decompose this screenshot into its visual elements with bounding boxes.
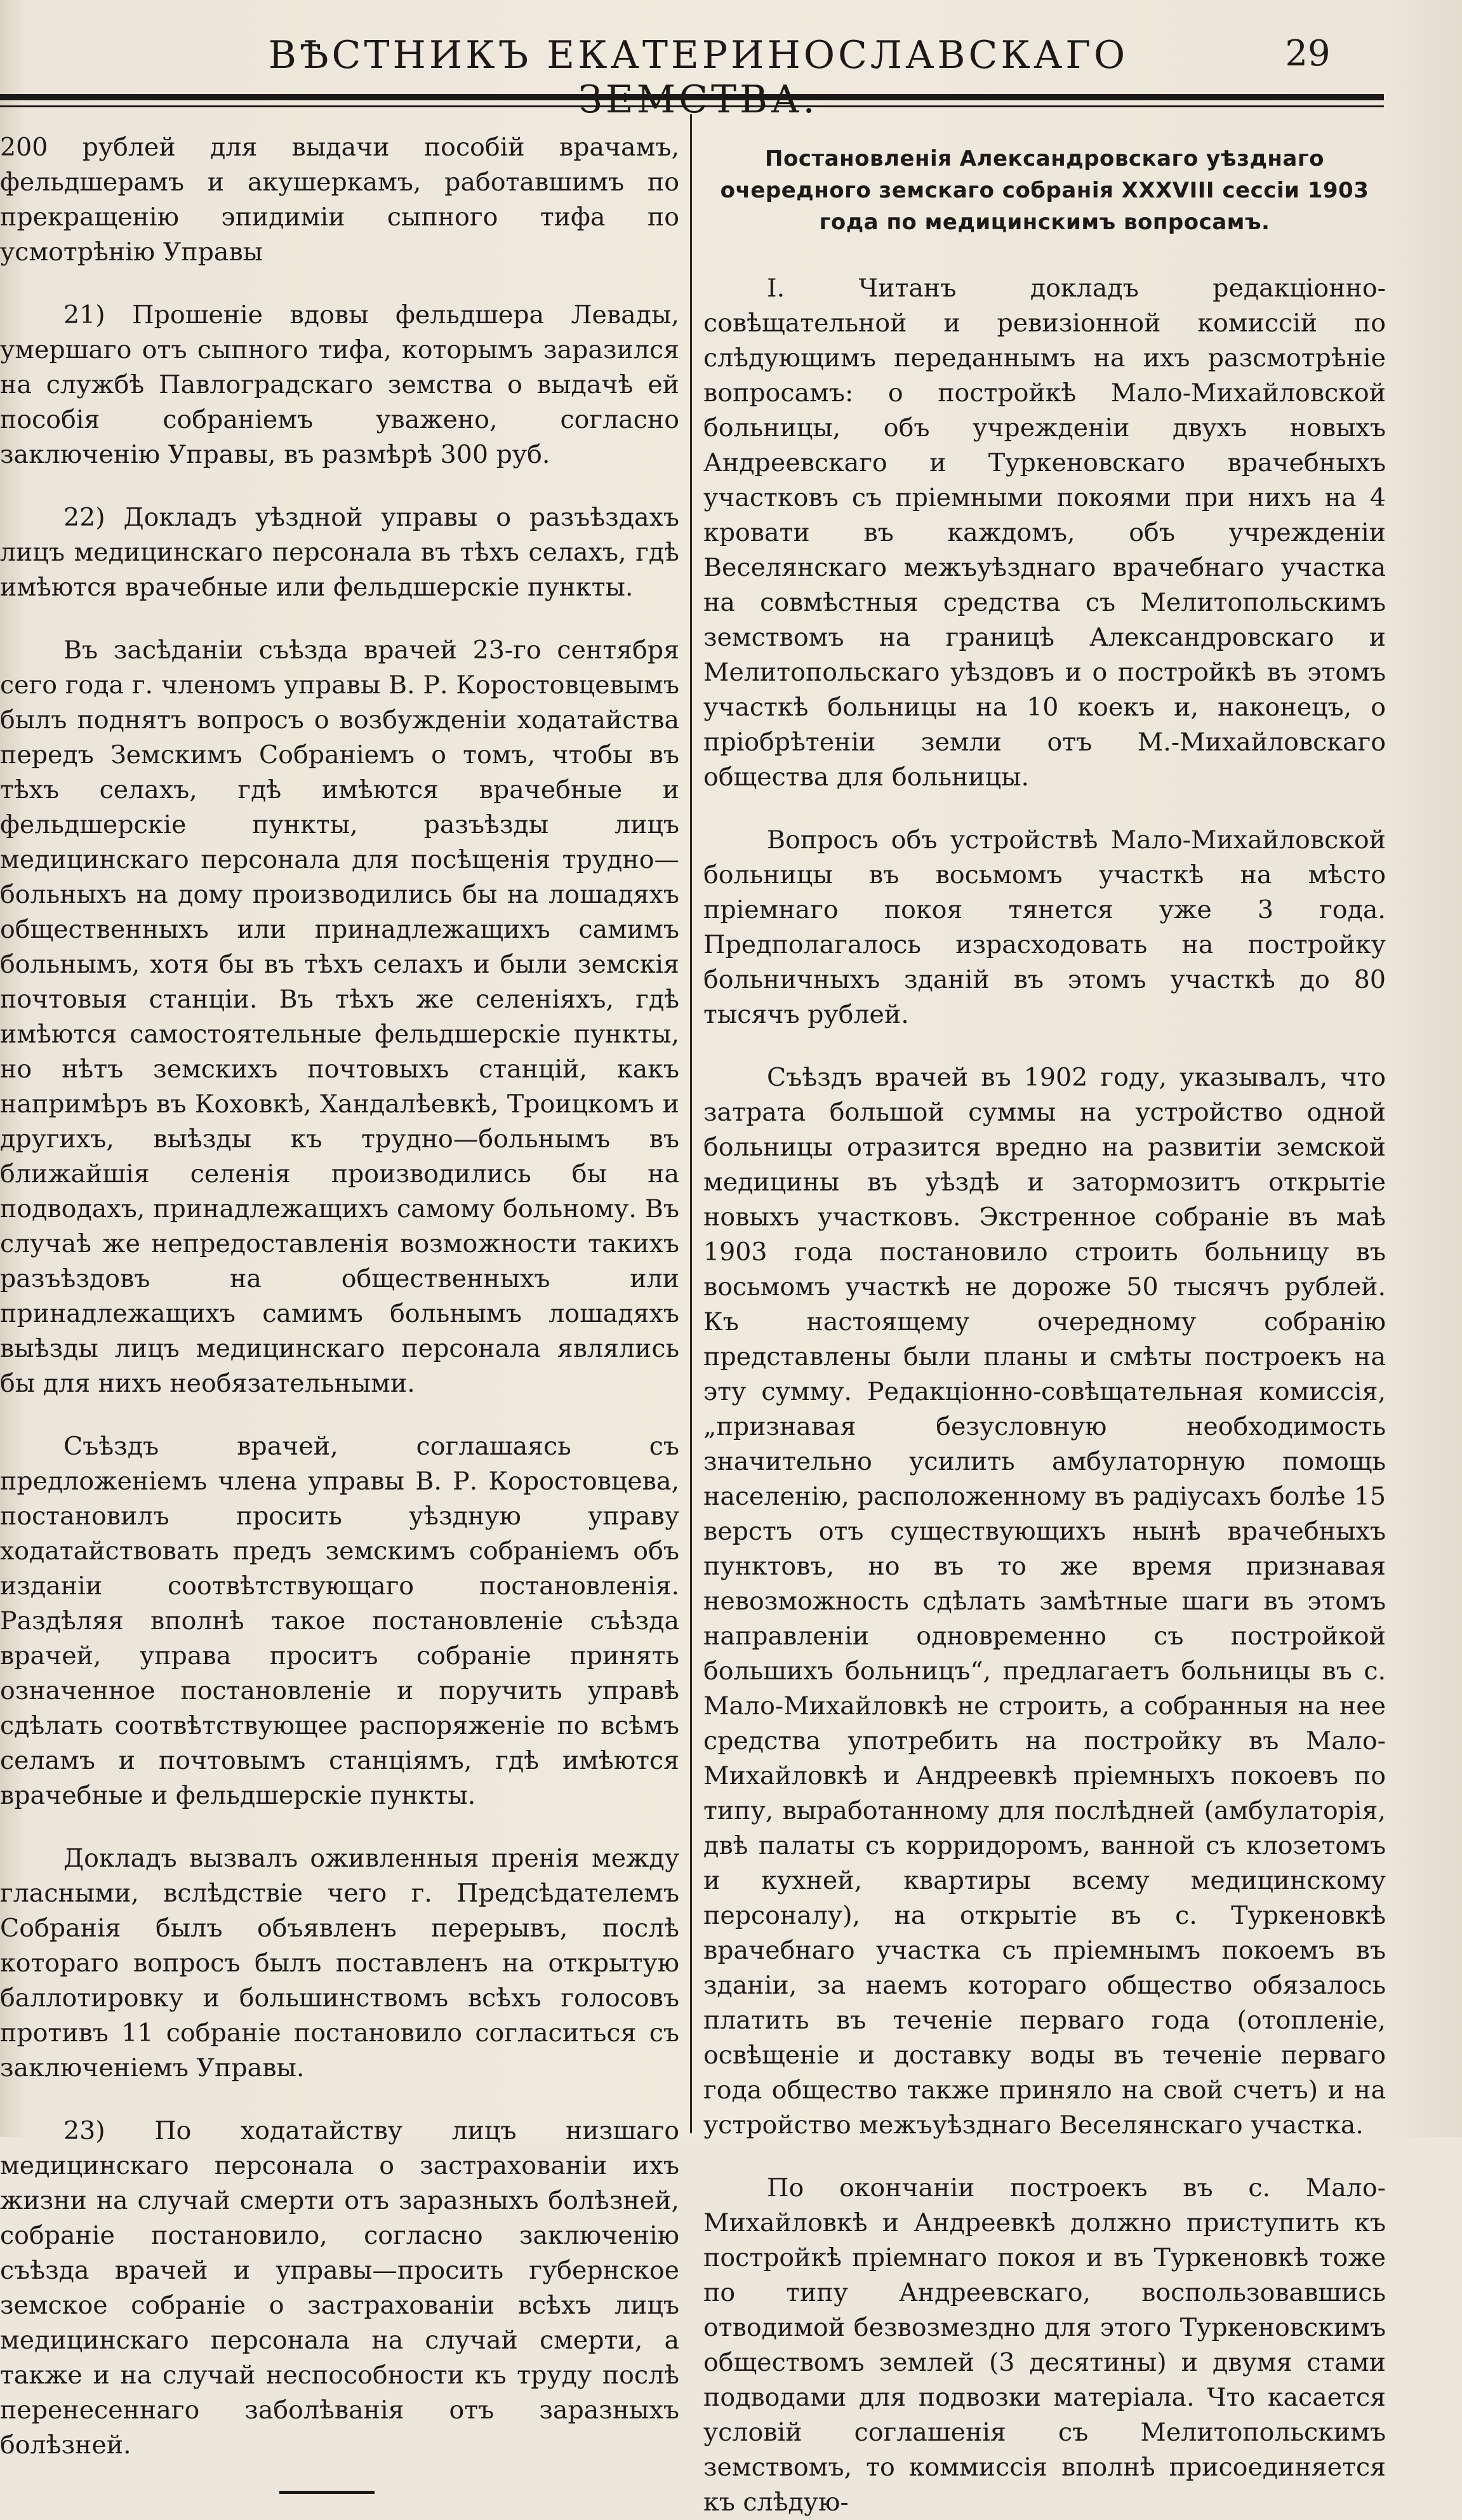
paragraph: I. Читанъ докладъ редакціонно-совѣщательной и ревизіонной комиссій по слѣдующимъ переданнымъ на ихъ разсмотрѣніе вопросамъ: о постройкѣ Мало-Михайловской больницы, объ учрежденіи двухъ новыхъ Андреевскаго и Туркеновскаго врачебныхъ участковъ съ пріемными покоями при нихъ на 4 кровати въ каждомъ, объ учрежденіи Веселянскаго межъуѣзднаго врачебнаго участка на совмѣстныя средства съ Мелитопольскимъ земствомъ на границѣ Александровскаго и Мелитопольскаго уѣздовъ и о постройкѣ въ этомъ участкѣ больницы на 10 коекъ и, наконецъ, о пріобрѣтеніи земли отъ М.-Михайловскаго общества для больницы. <box>703 274 1386 792</box>
right-column <box>703 130 1386 2517</box>
paragraph: Вопросъ объ устройствѣ Мало-Михайловской больницы въ восьмомъ участкѣ на мѣсто пріемнаго покоя тянется уже 3 года. Предполагалось израсходовать на постройку больничныхъ зданій въ этомъ участкѣ до 80 тысячъ рублей. <box>703 825 1386 1029</box>
paragraph: 22) Докладъ уѣздной управы о разъѣздахъ лицъ медицинскаго персонала въ тѣхъ селахъ, гдѣ имѣются врачебные или фельдшерскіе пункты. <box>0 503 679 602</box>
paragraph: 200 рублей для выдачи пособій врачамъ, фельдшерамъ и акушеркамъ, работавшимъ по прекращенію эпидиміи сыпного тифа по усмотрѣнію Управы <box>0 133 679 267</box>
paragraph: 23) По ходатайству лицъ низшаго медицинскаго персонала о застрахованіи ихъ жизни на случай смерти отъ заразныхъ болѣзней, собраніе постановило, согласно заключенію съѣзда врачей и управы—просить губернское земское собраніе о застрахованіи всѣхъ лицъ медицинскаго персонала на случай смерти, а также и на случай неспособности къ труду послѣ перенесеннаго заболѣванія отъ заразныхъ болѣзней. <box>0 2116 679 2460</box>
end-rule <box>279 2491 375 2494</box>
paragraph: 21) Прошеніе вдовы фельдшера Левады, умершаго отъ сыпного тифа, которымъ заразился на службѣ Павлоградскаго земства о выдачѣ ей пособія собраніемъ уважено, согласно заключенію Управы, въ размѣрѣ 300 руб. <box>0 300 679 469</box>
header-rule-thick <box>0 94 1384 100</box>
page-number: 29 <box>1285 33 1331 74</box>
paragraph: Съѣздъ врачей въ 1902 году, указывалъ, что затрата большой суммы на устройство одной больницы отразится вредно на развитіи земской медицины въ уѣздѣ и затормозитъ открытіе новыхъ участковъ. Экстренное собраніе въ маѣ 1903 года постановило строить больницу въ восьмомъ участкѣ не дороже 50 тысячъ рублей. Къ настоящему очередному собранію представлены были планы и смѣты построекъ на эту сумму. Редакціонно-совѣщательная комиссія, „признавая безусловную необходимость значительно усилить амбулаторную помощь населенію, расположенному въ радіусахъ болѣе 15 верстъ отъ существующихъ нынѣ врачебныхъ пунктовъ, но въ то же время признавая невозможность сдѣлать замѣтные шаги въ этомъ направленіи одновременно съ постройкой большихъ больницъ“, предлагаетъ больницы въ с. Мало-Михайловкѣ не строить, а собранныя на нее средства употребить на постройку въ Мало-Михайловкѣ и Андреевкѣ пріемныхъ покоевъ по типу, выработанному для послѣдней (амбулаторія, двѣ палаты съ корридоромъ, ванной съ клозетомъ и кухней, квартиры всему медицинскому персоналу), на открытіе въ с. Туркеновкѣ врачебнаго участка съ пріемнымъ покоемъ въ зданіи, за наемъ котораго общество обязалось платить въ теченіе перваго года (отопленіе, освѣщеніе и доставку воды въ теченіе перваго года общество также приняло на свой счетъ) и на устройство межъуѣзднаго Веселянскаго участка. <box>703 1063 1386 2140</box>
running-head: ВѢСТНИКЪ ЕКАТЕРИНОСЛАВСКАГО <box>268 33 1129 77</box>
paragraph: Съѣздъ врачей, соглашаясь съ предложеніемъ члена управы В. Р. Коростовцева, постановилъ просить уѣздную управу ходатайствовать предъ земскимъ собраніемъ объ изданіи соотвѣтствующаго постановленія. Раздѣляя вполнѣ такое постановленіе съѣзда врачей, управа проситъ собраніе принять означенное постановленіе и поручить управѣ сдѣлать соотвѣтствующее распоряженіе по всѣмъ селамъ и почтовымъ станціямъ, гдѣ имѣются врачебные и фельдшерскіе пункты. <box>0 1432 679 1810</box>
section-heading: Постановленія Александровскаго уѣзднаго очередного земскаго собранія XXXVIII сессіи 1903 года по медицинскимъ вопросамъ. <box>720 146 1369 235</box>
paragraph: По окончаніи построекъ въ с. Мало-Михайловкѣ и Андреевкѣ должно приступить къ постройкѣ пріемнаго покоя и въ Туркеновкѣ тоже по типу Андреевскаго, воспользовавшись отводимой безвозмездно для этого Туркеновскимъ обществомъ землей (3 десятины) и двумя стами подводами для подвозки матеріала. Что касается условій соглашенія съ Мелитопольскимъ земствомъ, то коммиссія вполнѣ присоединяется къ слѣдую- <box>703 2173 1386 2517</box>
column-divider <box>690 114 692 2133</box>
paragraph: Докладъ вызвалъ оживленныя пренія между гласными, вслѣдствіе чего г. Предсѣдателемъ Собранія былъ объявленъ перерывъ, послѣ котораго вопросъ былъ поставленъ на открытую баллотировку и большинствомъ всѣхъ голосовъ противъ 11 собраніе постановило согласиться съ заключеніемъ Управы. <box>0 1844 679 2083</box>
header-rule-thin <box>0 105 1384 107</box>
paragraph: Въ засѣданіи съѣзда врачей 23-го сентября сего года г. членомъ управы В. Р. Коростовцевымъ былъ поднятъ вопросъ о возбужденіи ходатайства передъ Земскимъ Собраніемъ о томъ, чтобы въ тѣхъ селахъ, гдѣ имѣются врачебные и фельдшерскіе пункты, разъѣзды лицъ медицинскаго персонала для посѣщенія трудно—больныхъ на дому производились бы на лошадяхъ общественныхъ или принадлежащихъ самимъ больнымъ, хотя бы въ тѣхъ селахъ и были земскія почтовыя станціи. Въ тѣхъ же селеніяхъ, гдѣ имѣются самостоятельные фельдшерскіе пункты, но нѣтъ земскихъ почтовыхъ станцій, какъ напримѣръ въ Коховкѣ, Хандалѣевкѣ, Троицкомъ и другихъ, выѣзды къ трудно—больнымъ въ ближайшія селенія производились бы на подводахъ, принадлежащихъ самому больному. Въ случаѣ же непредоставленія возможности такихъ разъѣздовъ на общественныхъ или принадлежащихъ самимъ больнымъ лошадяхъ выѣзды лицъ медицинскаго персонала являлись бы для нихъ необязательными. <box>0 636 679 1398</box>
left-column <box>0 130 679 2460</box>
